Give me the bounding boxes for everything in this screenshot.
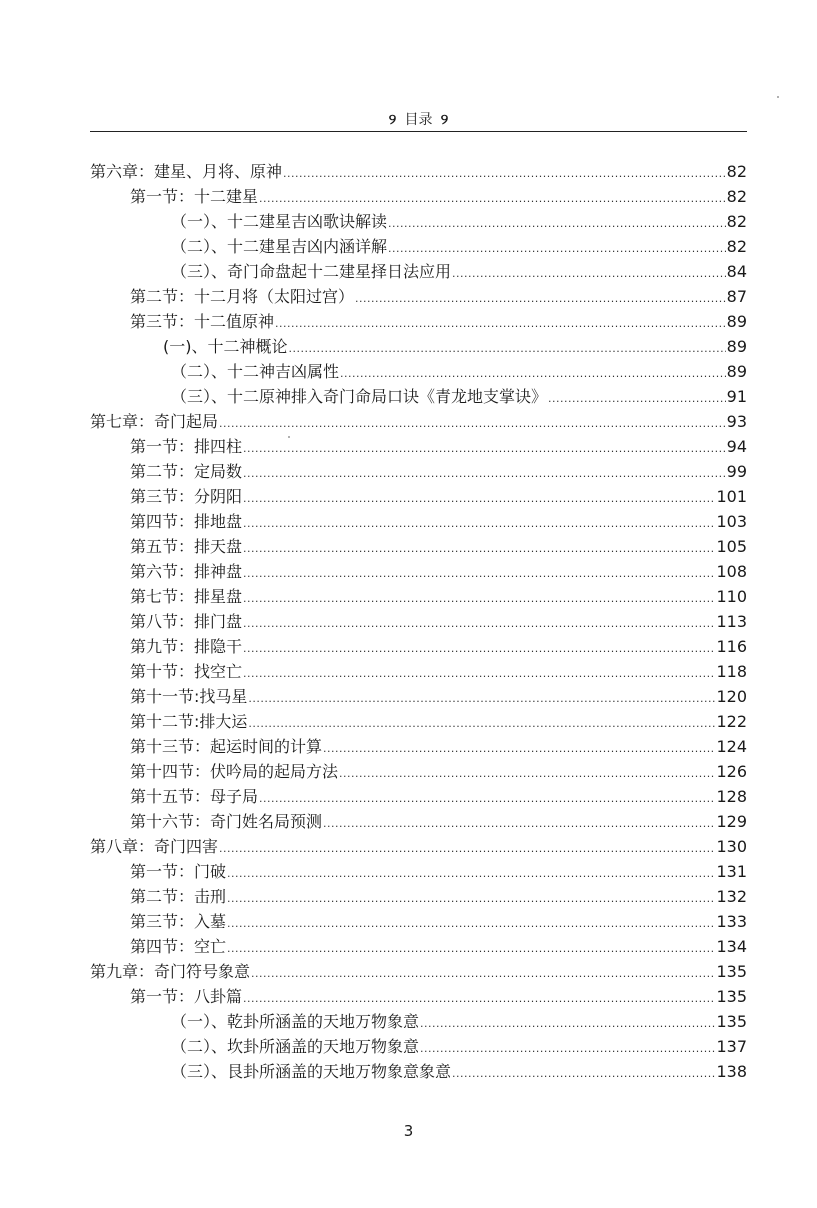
toc-entry-title: （二）、坎卦所涵盖的天地万物象意 (171, 1037, 420, 1056)
toc-section-entry[interactable] (90, 709, 747, 734)
toc-dot-leader (243, 609, 715, 634)
toc-entry-page: 120 (716, 687, 747, 706)
toc-dot-leader (243, 559, 715, 584)
toc-entry-title: 第一节：门破 (130, 862, 227, 881)
toc-subsection-entry[interactable] (90, 259, 747, 284)
toc-section-entry[interactable] (90, 909, 747, 934)
toc-dot-leader (340, 359, 726, 384)
toc-entry-page: 116 (716, 637, 747, 656)
toc-entry-title: （一）、十二建星吉凶歌诀解读 (171, 212, 388, 231)
toc-entry-title: 第三节：入墓 (130, 912, 227, 931)
toc-entry-page: 137 (716, 1037, 747, 1056)
toc-section-entry[interactable] (90, 584, 747, 609)
toc-dot-leader (259, 784, 715, 809)
toc-chapter-entry[interactable] (90, 159, 747, 184)
toc-section-entry[interactable] (90, 984, 747, 1009)
toc-section-entry[interactable] (90, 859, 747, 884)
toc-dot-leader (227, 884, 715, 909)
toc-entry-title: 第十六节：奇门姓名局预测 (130, 812, 323, 831)
toc-chapter-entry[interactable] (90, 409, 747, 434)
toc-subsection-entry[interactable] (90, 1059, 747, 1084)
toc-entry-page: 99 (726, 462, 747, 481)
toc-entry-page: 91 (726, 387, 747, 406)
toc-entry-page: 82 (726, 162, 747, 181)
toc-entry-title: 第七节：排星盘 (130, 587, 243, 606)
toc-dot-leader (219, 834, 715, 859)
toc-entry-title: 第五节：排天盘 (130, 537, 243, 556)
toc-dot-leader (243, 534, 715, 559)
toc-entry-page: 128 (716, 787, 747, 806)
toc-dot-leader (339, 759, 715, 784)
toc-dot-leader (355, 284, 726, 309)
toc-dot-leader (227, 909, 715, 934)
toc-entry-page: 135 (716, 962, 747, 981)
toc-section-entry[interactable] (90, 509, 747, 534)
toc-entry-page: 138 (716, 1062, 747, 1081)
toc-entry-page: 82 (726, 237, 747, 256)
toc-subsection-entry[interactable] (90, 1009, 747, 1034)
toc-entry-title: 第七章：奇门起局 (90, 412, 219, 431)
toc-dot-leader (248, 709, 715, 734)
toc-entry-title: 第三节：分阴阳 (130, 487, 243, 506)
toc-entry-title: 第二节：十二月将（太阳过宫） (130, 287, 355, 306)
toc-entry-page: 89 (726, 312, 747, 331)
toc-dot-leader (289, 334, 726, 359)
toc-dot-leader (548, 384, 726, 409)
toc-entry-title: （三）、艮卦所涵盖的天地万物象意象意 (171, 1062, 452, 1081)
toc-entry-title: 第四节：排地盘 (130, 512, 243, 531)
toc-entry-page: 131 (716, 862, 747, 881)
toc-entry-page: 113 (716, 612, 747, 631)
toc-entry-page: 122 (716, 712, 747, 731)
toc-section-entry[interactable] (90, 759, 747, 784)
toc-entry-title: (一)、十二神概论 (163, 337, 288, 356)
toc-section-entry[interactable] (90, 659, 747, 684)
toc-section-entry[interactable] (90, 634, 747, 659)
toc-dot-leader (243, 584, 715, 609)
table-of-contents (90, 159, 747, 1084)
toc-entry-page: 135 (716, 987, 747, 1006)
toc-entry-title: 第九章：奇门符号象意 (90, 962, 251, 981)
toc-dot-leader (323, 734, 715, 759)
toc-entry-page: 105 (716, 537, 747, 556)
toc-entry-title: 第九节：排隐干 (130, 637, 243, 656)
toc-entry-title: 第二节：击刑 (130, 887, 227, 906)
toc-dot-leader (243, 984, 715, 1009)
toc-entry-page: 118 (716, 662, 747, 681)
toc-dot-leader (243, 484, 715, 509)
toc-dot-leader (227, 859, 715, 884)
header-rule (90, 131, 747, 132)
toc-dot-leader (227, 934, 715, 959)
toc-entry-title: 第四节：空亡 (130, 937, 227, 956)
toc-entry-title: 第一节：排四柱 (130, 437, 243, 456)
toc-entry-page: 108 (716, 562, 747, 581)
running-header (90, 108, 747, 132)
toc-section-entry[interactable] (90, 609, 747, 634)
page-number: 3 (403, 1122, 414, 1140)
toc-subsection-entry[interactable] (90, 209, 747, 234)
toc-section-entry[interactable] (90, 534, 747, 559)
ornament-left-icon: ୨ (388, 112, 397, 128)
toc-entry-page: 134 (716, 937, 747, 956)
toc-dot-leader (219, 409, 726, 434)
toc-entry-page: 130 (716, 837, 747, 856)
toc-entry-page: 84 (726, 262, 747, 281)
toc-chapter-entry[interactable] (90, 834, 747, 859)
toc-entry-title: 第十一节:找马星 (130, 687, 248, 706)
toc-entry-title: （三）、奇门命盘起十二建星择日法应用 (171, 262, 452, 281)
toc-entry-title: （三）、十二原神排入奇门命局口诀《青龙地支掌诀》 (171, 387, 548, 406)
toc-entry-title: （二）、十二建星吉凶内涵详解 (171, 237, 388, 256)
toc-entry-title: （二）、十二神吉凶属性 (171, 362, 340, 381)
toc-entry-title: 第六节：排神盘 (130, 562, 243, 581)
toc-dot-leader (243, 509, 715, 534)
toc-dot-leader (251, 959, 715, 984)
toc-subsection-entry[interactable] (90, 334, 747, 359)
toc-entry-page: 133 (716, 912, 747, 931)
toc-section-entry[interactable] (90, 809, 747, 834)
toc-dot-leader (452, 259, 726, 284)
scan-speck (288, 436, 290, 438)
toc-entry-title: 第六章：建星、月将、原神 (90, 162, 283, 181)
toc-section-entry[interactable] (90, 734, 747, 759)
toc-section-entry[interactable] (90, 884, 747, 909)
toc-dot-leader (452, 1059, 715, 1084)
toc-dot-leader (420, 1034, 715, 1059)
scan-speck (777, 96, 779, 98)
toc-entry-page: 87 (726, 287, 747, 306)
toc-entry-page: 110 (716, 587, 747, 606)
toc-subsection-entry[interactable] (90, 359, 747, 384)
toc-entry-page: 132 (716, 887, 747, 906)
toc-section-entry[interactable] (90, 559, 747, 584)
toc-entry-page: 94 (726, 437, 747, 456)
toc-entry-title: 第一节：八卦篇 (130, 987, 243, 1006)
toc-entry-page: 135 (716, 1012, 747, 1031)
toc-dot-leader (243, 434, 726, 459)
toc-section-entry[interactable] (90, 184, 747, 209)
toc-dot-leader (275, 309, 726, 334)
toc-dot-leader (388, 209, 726, 234)
toc-entry-title: 第十节：找空亡 (130, 662, 243, 681)
toc-section-entry[interactable] (90, 484, 747, 509)
toc-entry-title: 第一节：十二建星 (130, 187, 259, 206)
toc-entry-page: 101 (716, 487, 747, 506)
toc-section-entry[interactable] (90, 284, 747, 309)
toc-dot-leader (243, 634, 715, 659)
toc-entry-page: 129 (716, 812, 747, 831)
toc-entry-title: 第八节：排门盘 (130, 612, 243, 631)
toc-entry-title: （一）、乾卦所涵盖的天地万物象意 (171, 1012, 420, 1031)
toc-section-entry[interactable] (90, 934, 747, 959)
toc-dot-leader (420, 1009, 715, 1034)
toc-entry-page: 82 (726, 187, 747, 206)
toc-entry-title: 第三节：十二值原神 (130, 312, 275, 331)
toc-entry-page: 124 (716, 737, 747, 756)
toc-section-entry[interactable] (90, 309, 747, 334)
toc-section-entry[interactable] (90, 784, 747, 809)
toc-dot-leader (243, 459, 726, 484)
header-title: 目录 (404, 112, 433, 128)
toc-entry-title: 第十三节：起运时间的计算 (130, 737, 323, 756)
toc-dot-leader (259, 184, 726, 209)
toc-dot-leader (323, 809, 715, 834)
toc-entry-page: 103 (716, 512, 747, 531)
toc-dot-leader (283, 159, 726, 184)
toc-section-entry[interactable] (90, 434, 747, 459)
toc-subsection-entry[interactable] (90, 1034, 747, 1059)
toc-entry-title: 第十四节：伏吟局的起局方法 (130, 762, 339, 781)
toc-chapter-entry[interactable] (90, 959, 747, 984)
toc-subsection-entry[interactable] (90, 234, 747, 259)
ornament-right-icon: ୨ (440, 112, 449, 128)
toc-entry-page: 126 (716, 762, 747, 781)
toc-entry-title: 第八章：奇门四害 (90, 837, 219, 856)
toc-entry-page: 93 (726, 412, 747, 431)
toc-subsection-entry[interactable] (90, 384, 747, 409)
toc-entry-title: 第二节：定局数 (130, 462, 243, 481)
toc-entry-title: 第十二节:排大运 (130, 712, 248, 731)
toc-section-entry[interactable] (90, 459, 747, 484)
toc-entry-page: 89 (726, 362, 747, 381)
toc-entry-page: 89 (726, 337, 747, 356)
toc-entry-page: 82 (726, 212, 747, 231)
toc-dot-leader (248, 684, 715, 709)
toc-dot-leader (388, 234, 726, 259)
toc-section-entry[interactable] (90, 684, 747, 709)
toc-dot-leader (243, 659, 715, 684)
toc-entry-title: 第十五节：母子局 (130, 787, 259, 806)
